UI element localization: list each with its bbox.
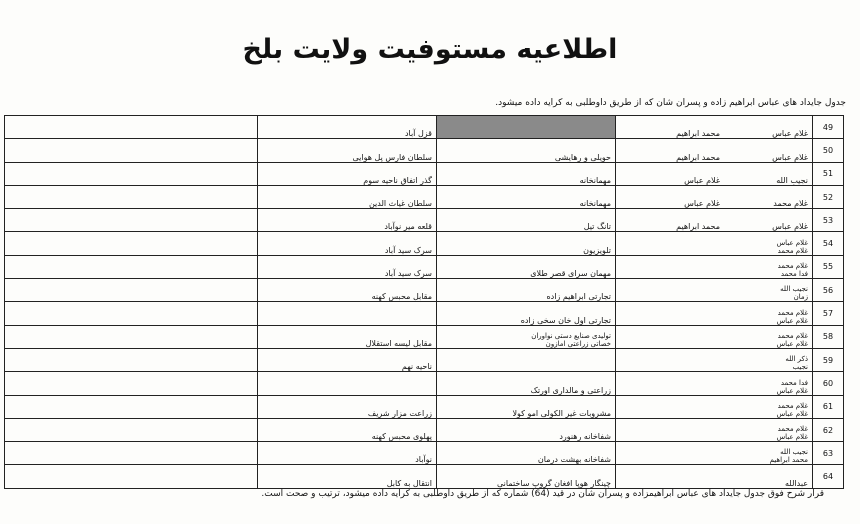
property-location: انتقال به کابل	[258, 465, 437, 488]
father-name	[616, 465, 725, 488]
table-row	[5, 372, 844, 395]
table-row	[5, 116, 844, 139]
property-location: مقابل محبس کهنه	[258, 279, 437, 302]
property-type: مهمانخانه	[437, 185, 616, 208]
row-number: 53	[813, 209, 844, 232]
empty-cell	[5, 116, 258, 139]
property-type: تجارتی اول خان سخی زاده	[437, 302, 616, 325]
owner-name: غلام محمد غلام عباس	[724, 418, 813, 441]
table-row	[5, 465, 844, 488]
empty-cell	[5, 465, 258, 488]
row-number: 57	[813, 302, 844, 325]
property-location: ناحیه نهم	[258, 348, 437, 371]
table-row	[5, 418, 844, 441]
row-number: 50	[813, 139, 844, 162]
table-row	[5, 139, 844, 162]
empty-cell	[5, 418, 258, 441]
owner-name: غلام عباس	[724, 116, 813, 139]
row-number: 64	[813, 465, 844, 488]
property-table	[4, 115, 844, 489]
father-name	[616, 395, 725, 418]
property-type: شفاخانه رهنورد	[437, 418, 616, 441]
empty-cell	[5, 139, 258, 162]
row-number: 60	[813, 372, 844, 395]
empty-cell	[5, 348, 258, 371]
row-number: 63	[813, 442, 844, 465]
owner-name: غلام محمد غلام عباس	[724, 325, 813, 348]
property-location	[258, 302, 437, 325]
page-title: اطلاعیه مستوفیت ولایت بلخ	[242, 34, 618, 65]
father-name: محمد ابراهیم	[616, 209, 725, 232]
footer-text: قرار شرح فوق جدول جایداد های عباس ابراهیمزاده و پسران شان در قید (64) شماره که از طریق داوطلبی به کرایه داده میشود، ترتیب و صحت است.	[261, 489, 824, 499]
property-type: تولیدی صنایع دستی نواوران خصاتی زراعتی امازون	[437, 325, 616, 348]
intro-text: جدول جایداد های عباس ابراهیم زاده و پسران شان که از طریق داوطلبی به کرایه داده میشود.	[495, 98, 846, 108]
empty-cell	[5, 302, 258, 325]
property-type: مهمانخانه	[437, 162, 616, 185]
father-name	[616, 325, 725, 348]
empty-cell	[5, 372, 258, 395]
owner-name: غلام محمد غلام عباس	[724, 395, 813, 418]
father-name: غلام عباس	[616, 185, 725, 208]
owner-name: غلام محمد غلام عباس	[724, 302, 813, 325]
property-location: سرک سید آباد	[258, 232, 437, 255]
row-number: 55	[813, 255, 844, 278]
property-type: چینگار هوپا افغان گروپ ساختمانی	[437, 465, 616, 488]
table-row	[5, 325, 844, 348]
empty-cell	[5, 442, 258, 465]
empty-cell	[5, 232, 258, 255]
property-location: سلطان فارس پل هوایی	[258, 139, 437, 162]
property-type	[437, 348, 616, 371]
row-number: 49	[813, 116, 844, 139]
owner-name: نجیب الله محمد ابراهیم	[724, 442, 813, 465]
father-name	[616, 302, 725, 325]
table-row	[5, 162, 844, 185]
owner-name: نجیب الله زمان	[724, 279, 813, 302]
property-type: مهمان سرای قصر طلای	[437, 255, 616, 278]
property-location: پهلوی محبس کهنه	[258, 418, 437, 441]
row-number: 61	[813, 395, 844, 418]
row-number: 56	[813, 279, 844, 302]
table-row	[5, 279, 844, 302]
property-location: مقابل لیسه استقلال	[258, 325, 437, 348]
row-number: 54	[813, 232, 844, 255]
property-location: گذر اتفاق ناحیه سوم	[258, 162, 437, 185]
property-location: سرک سید آباد	[258, 255, 437, 278]
property-type: شفاخانه بهشت درمان	[437, 442, 616, 465]
father-name	[616, 232, 725, 255]
owner-name: ذکر الله نجیب	[724, 348, 813, 371]
row-number: 51	[813, 162, 844, 185]
table-row	[5, 302, 844, 325]
row-number: 62	[813, 418, 844, 441]
owner-name: فدا محمد غلام عباس	[724, 372, 813, 395]
empty-cell	[5, 255, 258, 278]
property-location: نوآباد	[258, 442, 437, 465]
property-location: قزل آباد	[258, 116, 437, 139]
owner-name: غلام محمد فدا محمد	[724, 255, 813, 278]
property-location: قلعه میر نوآباد	[258, 209, 437, 232]
empty-cell	[5, 209, 258, 232]
property-location: سلطان غیاث الدین	[258, 185, 437, 208]
table-row	[5, 185, 844, 208]
table-row	[5, 232, 844, 255]
table-row	[5, 395, 844, 418]
empty-cell	[5, 395, 258, 418]
owner-name: غلام عباس	[724, 139, 813, 162]
father-name: محمد ابراهیم	[616, 116, 725, 139]
property-type: حویلی و رهایشی	[437, 139, 616, 162]
owner-name: غلام عباس غلام محمد	[724, 232, 813, 255]
empty-cell	[5, 185, 258, 208]
empty-cell	[5, 279, 258, 302]
table-row	[5, 255, 844, 278]
father-name	[616, 348, 725, 371]
father-name	[616, 442, 725, 465]
owner-name: غلام محمد	[724, 185, 813, 208]
property-location: زراعت مزار شریف	[258, 395, 437, 418]
owner-name: غلام عباس	[724, 209, 813, 232]
property-type: تانگ تیل	[437, 209, 616, 232]
property-location	[258, 372, 437, 395]
father-name	[616, 418, 725, 441]
table-row	[5, 209, 844, 232]
row-number: 59	[813, 348, 844, 371]
father-name: محمد ابراهیم	[616, 139, 725, 162]
father-name	[616, 372, 725, 395]
property-type: تلویزیون	[437, 232, 616, 255]
owner-name: نجیب الله	[724, 162, 813, 185]
owner-name: عبدالله	[724, 465, 813, 488]
property-type: تجارتی ابراهیم زاده	[437, 279, 616, 302]
father-name: غلام عباس	[616, 162, 725, 185]
father-name	[616, 255, 725, 278]
empty-cell	[5, 325, 258, 348]
row-number: 58	[813, 325, 844, 348]
property-type: مشروبات غیر الکولی امو کولا	[437, 395, 616, 418]
property-type: زراعتی و مالداری اورتک	[437, 372, 616, 395]
table-row	[5, 348, 844, 371]
father-name	[616, 279, 725, 302]
property-type	[437, 116, 616, 139]
empty-cell	[5, 162, 258, 185]
table-row	[5, 442, 844, 465]
row-number: 52	[813, 185, 844, 208]
